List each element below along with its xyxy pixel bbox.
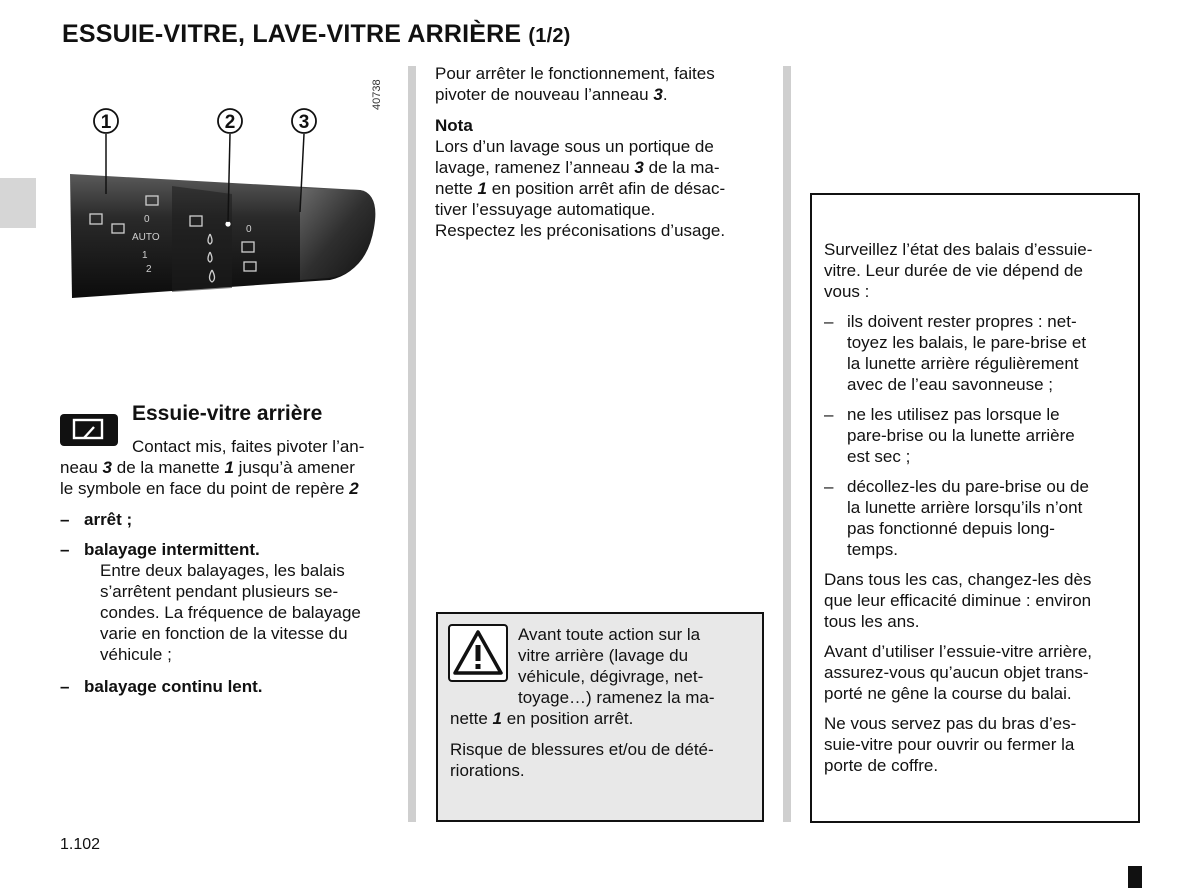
page-title-suffix: (1/2) <box>528 25 571 47</box>
svg-text:1: 1 <box>100 112 112 133</box>
item-2-description: Entre deux balayages, les balais s’arrêtent pendant plusieurs se- condes. La fréquence de balayage varie en fonction de la vitesse du véhicule ; <box>100 561 361 664</box>
warning-box <box>436 612 764 822</box>
info-paragraph-2: Dans tous les cas, changez-les dès que leur efficacité diminue : environ tous les ans. <box>824 570 1092 631</box>
info-bullet-3: – décollez-les du pare-brise ou de la lunette arrière lorsqu’ils n’ont pas fonctionné depuis long- temps. <box>824 477 1089 559</box>
column-divider-right <box>783 66 791 822</box>
label-two: 2 <box>146 264 152 275</box>
label-zero-b: 0 <box>246 224 252 235</box>
page-number: 1.102 <box>60 836 101 853</box>
info-paragraph-3: Avant d’utiliser l’essuie-vitre arrière, assurez-vous qu’aucun objet trans- porté ne gêne la course du balai. <box>824 642 1093 703</box>
nota-title: Nota <box>435 116 473 135</box>
page-title <box>62 20 571 49</box>
svg-text:3: 3 <box>298 112 310 133</box>
label-one: 1 <box>142 250 148 261</box>
page-title-text: ESSUIE-VITRE, LAVE-VITRE ARRIÈRE <box>62 20 522 48</box>
section-title: Essuie-vitre arrière <box>132 402 323 425</box>
callout-2 <box>218 109 242 133</box>
warning-text: Avant toute action sur la vitre arrière (lavage du véhicule, dégivrage, net- toyage…) ramenez la ma- nette 1 en position arrêt. Risque de blessures et/ou de dété- riorations. <box>450 625 715 780</box>
nota-block: Nota Lors d’un lavage sous un portique de lavage, ramenez l’anneau 3 de la ma- nette 1 en position arrêt afin de désac- tiver l’essuyage automatique. Respectez les préconisations d’usage. <box>435 115 765 241</box>
info-intro: Surveillez l’état des balais d’essuie- vitre. Leur durée de vie dépend de vous : <box>824 240 1093 301</box>
stop-instructions: Pour arrêter le fonctionnement, faites pivoter de nouveau l’anneau 3. <box>435 64 715 104</box>
wiper-mode-item-2: – balayage intermittent. Entre deux balayages, les balais s’arrêtent pendant plusieurs se- condes. La fréquence de balayage varie en fonction de la vitesse du véhicule ; <box>60 539 392 665</box>
label-auto: AUTO <box>132 232 160 243</box>
info-box-text <box>824 239 1128 776</box>
svg-text:2: 2 <box>224 112 236 133</box>
callout-3 <box>292 109 316 133</box>
wiper-mode-item-3: – balayage continu lent. <box>60 677 263 696</box>
page-edge-marker <box>1128 866 1142 888</box>
wiper-mode-item-1: – arrêt ; <box>60 510 133 529</box>
column-divider-left <box>408 66 416 822</box>
chapter-side-tab <box>0 178 36 228</box>
info-paragraph-4: Ne vous servez pas du bras d’es- suie-vitre pour ouvrir ou fermer la porte de coffre. <box>824 714 1077 775</box>
maintenance-info-box <box>810 193 1140 823</box>
info-bullet-1: – ils doivent rester propres : net- toyez les balais, le pare-brise et la lunette arrière régulièrement avec de l’eau savonneuse ; <box>824 312 1087 394</box>
info-bullet-2: – ne les utilisez pas lorsque le pare-brise ou la lunette arrière est sec ; <box>824 405 1075 466</box>
label-zero-a: 0 <box>144 214 150 225</box>
wiper-stalk-figure <box>60 66 392 298</box>
rear-wiper-intro: Contact mis, faites pivoter l’an- neau 3 de la manette 1 jusqu’à amener le symbole en face du point de repère 2 <box>60 437 365 498</box>
callout-1 <box>94 109 118 133</box>
reference-dot <box>225 221 230 226</box>
figure-ref-code: 40738 <box>371 79 383 110</box>
